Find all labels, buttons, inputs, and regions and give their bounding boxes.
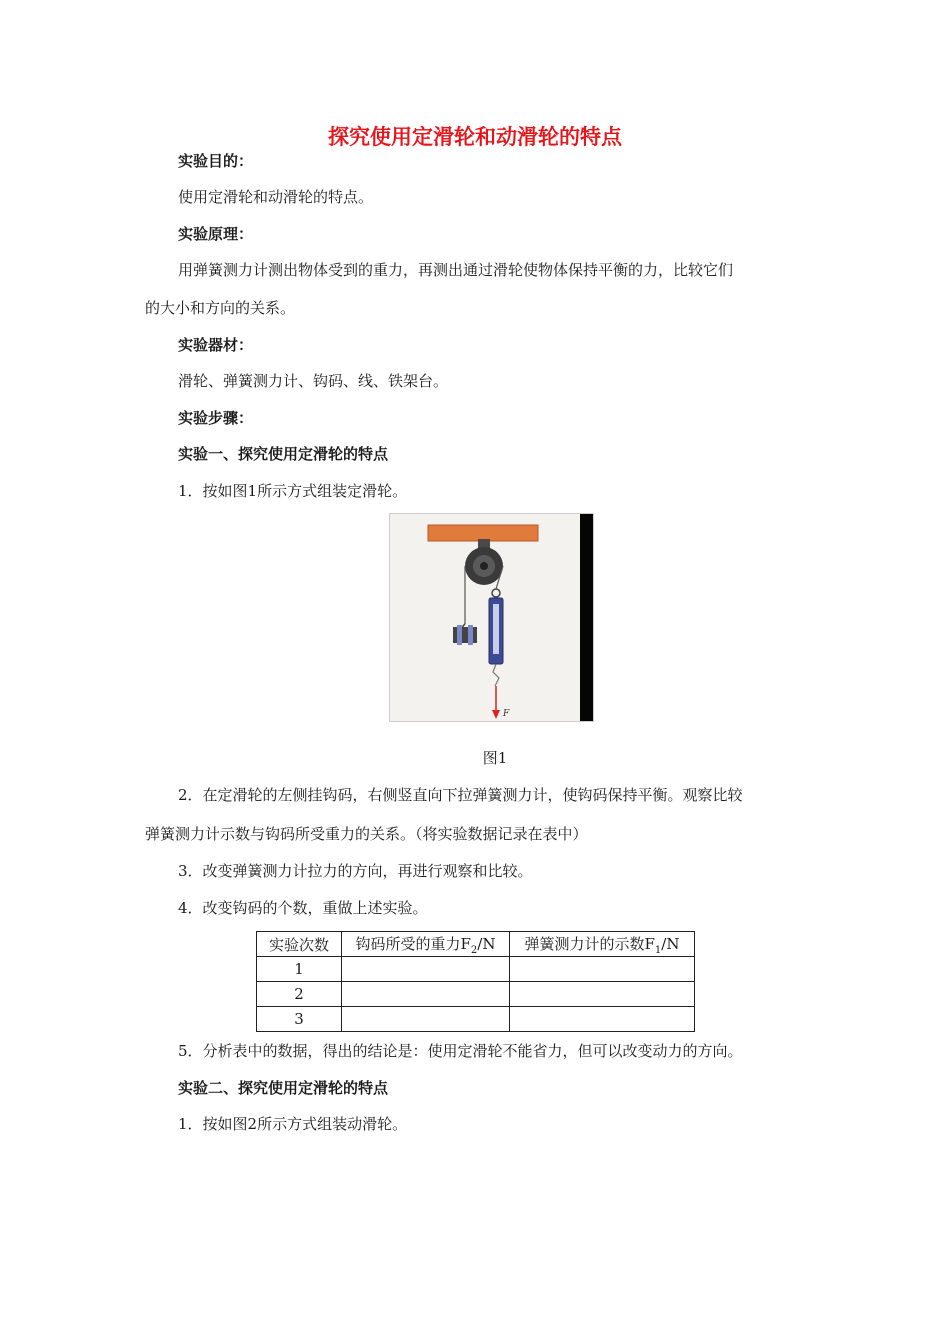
exp1-step2-line2: 弹簧测力计示数与钩码所受重力的关系。（将实验数据记录在表中） — [145, 825, 588, 843]
header-trial-count: 实验次数 — [257, 932, 342, 957]
purpose-heading: 实验目的： — [178, 152, 254, 170]
materials-text: 滑轮、弹簧测力计、钩码、线、铁架台。 — [178, 372, 449, 390]
exp1-heading: 实验一、探究使用定滑轮的特点 — [178, 445, 389, 463]
weight-cell[interactable] — [342, 1007, 510, 1032]
principle-heading: 实验原理： — [178, 225, 254, 243]
exp2-step1: 1．按如图2所示方式组装动滑轮。 — [178, 1115, 408, 1133]
figure-caption: 图1 — [482, 749, 508, 767]
exp1-step3: 3．改变弹簧测力计拉力的方向，再进行观察和比较。 — [178, 862, 533, 880]
reading-cell[interactable] — [510, 957, 695, 982]
fixed-pulley-figure — [389, 513, 594, 722]
data-table — [256, 931, 695, 1032]
purpose-text: 使用定滑轮和动滑轮的特点。 — [178, 188, 374, 206]
exp1-step4: 4．改变钩码的个数，重做上述实验。 — [178, 899, 428, 917]
trial-number: 1 — [257, 957, 342, 982]
force-label: F — [503, 709, 510, 719]
reading-cell[interactable] — [510, 982, 695, 1007]
trial-number: 3 — [257, 1007, 342, 1032]
exp1-step1: 1．按如图1所示方式组装定滑轮。 — [178, 482, 408, 500]
steps-heading: 实验步骤： — [178, 409, 254, 427]
principle-text-line1: 用弹簧测力计测出物体受到的重力，再测出通过滑轮使物体保持平衡的力，比较它们 — [178, 261, 734, 279]
table-row — [257, 1007, 695, 1032]
table-header-row — [257, 932, 695, 957]
materials-heading: 实验器材： — [178, 336, 254, 354]
reading-cell[interactable] — [510, 1007, 695, 1032]
fixed-pulley-illustration — [390, 514, 594, 722]
trial-number: 2 — [257, 982, 342, 1007]
header-spring-reading: 弹簧测力计的示数$F_1/N$ — [510, 932, 695, 957]
table-row — [257, 957, 695, 982]
page-title: 探究使用定滑轮和动滑轮的特点 — [328, 125, 622, 149]
exp1-step2-line1: 2．在定滑轮的左侧挂钩码，右侧竖直向下拉弹簧测力计，使钩码保持平衡。观察比较 — [178, 786, 743, 804]
exp2-heading: 实验二、探究使用定滑轮的特点 — [178, 1079, 389, 1097]
weight-cell[interactable] — [342, 982, 510, 1007]
header-weight: 钩码所受的重力$F_2/N$ — [342, 932, 510, 957]
table-row — [257, 982, 695, 1007]
weight-cell[interactable] — [342, 957, 510, 982]
exp1-step5: 5．分析表中的数据，得出的结论是：使用定滑轮不能省力，但可以改变动力的方向。 — [178, 1042, 743, 1060]
principle-text-line2: 的大小和方向的关系。 — [145, 299, 296, 317]
